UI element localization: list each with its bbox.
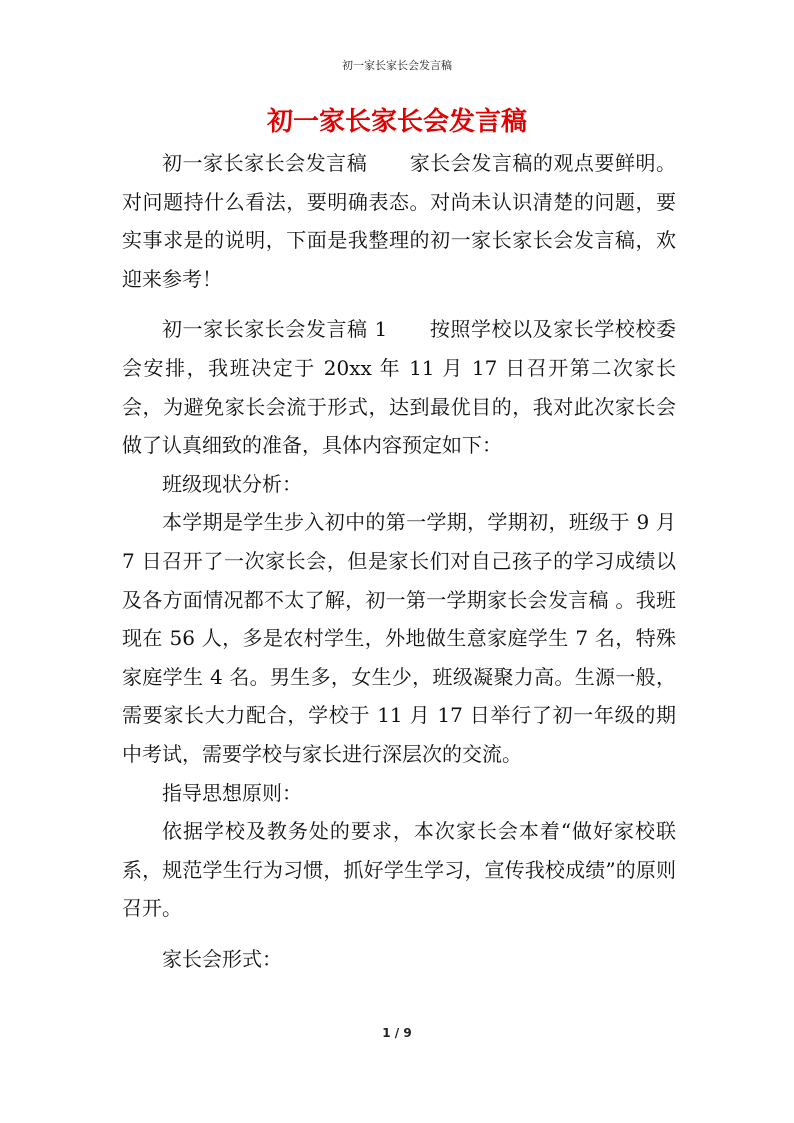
intro-text: 家长会发言稿的观点要鲜明。对问题持什么看法，要明确表态。对尚未认识清楚的问题，要实事求是的说明，下面是我整理的初一家长家长会发言稿，欢迎来参考！ (122, 151, 677, 291)
speech-1-paragraph (122, 310, 676, 464)
page-number: 1 / 9 (382, 1026, 412, 1040)
section-heading-format: 家长会形式： (162, 946, 282, 971)
document-title: 初一家长家长会发言稿 (266, 107, 527, 137)
running-header: 初一家长家长会发言稿 (342, 59, 452, 72)
section-heading-guiding: 指导思想原则： (162, 780, 302, 805)
intro-paragraph (122, 144, 676, 298)
speech-1-text: 按照学校以及家长学校校委会安排，我班决定于 20xx 年 11 月 17 日召开第二次家长会，为避免家长会流于形式，达到最优目的，我对此次家长会做了认真细致的准备，具体内容预定如下： (122, 317, 676, 458)
document-body (122, 144, 676, 978)
class-status-paragraph: 本学期是学生步入初中的第一学期，学期初，班级于 9 月 7 日召开了一次家长会，但是家长们对自己孩子的学习成绩以及各方面情况都不太了解，初一第一学期家长会发言稿 。我班现在 56 人，多是农村学生，外地做生意家庭学生 7 名，特殊家庭学生 4 名。男生多，女生少，班级凝聚力高。生源一般，需要家长大力配合，学校于 11 月 17 日举行了初一年级的期中考试，需要学校与家长进行深层次的交流。 (122, 510, 676, 766)
guiding-paragraph: 依据学校及教务处的要求，本次家长会本着“做好家校联系，规范学生行为习惯，抓好学生学习，宣传我校成绩”的原则召开。 (122, 819, 676, 921)
section-heading-class-status: 班级现状分析： (162, 471, 302, 496)
speech-1-lead: 初一家长家长会发言稿 1 (162, 317, 388, 342)
intro-lead: 初一家长家长会发言稿 (162, 151, 368, 175)
